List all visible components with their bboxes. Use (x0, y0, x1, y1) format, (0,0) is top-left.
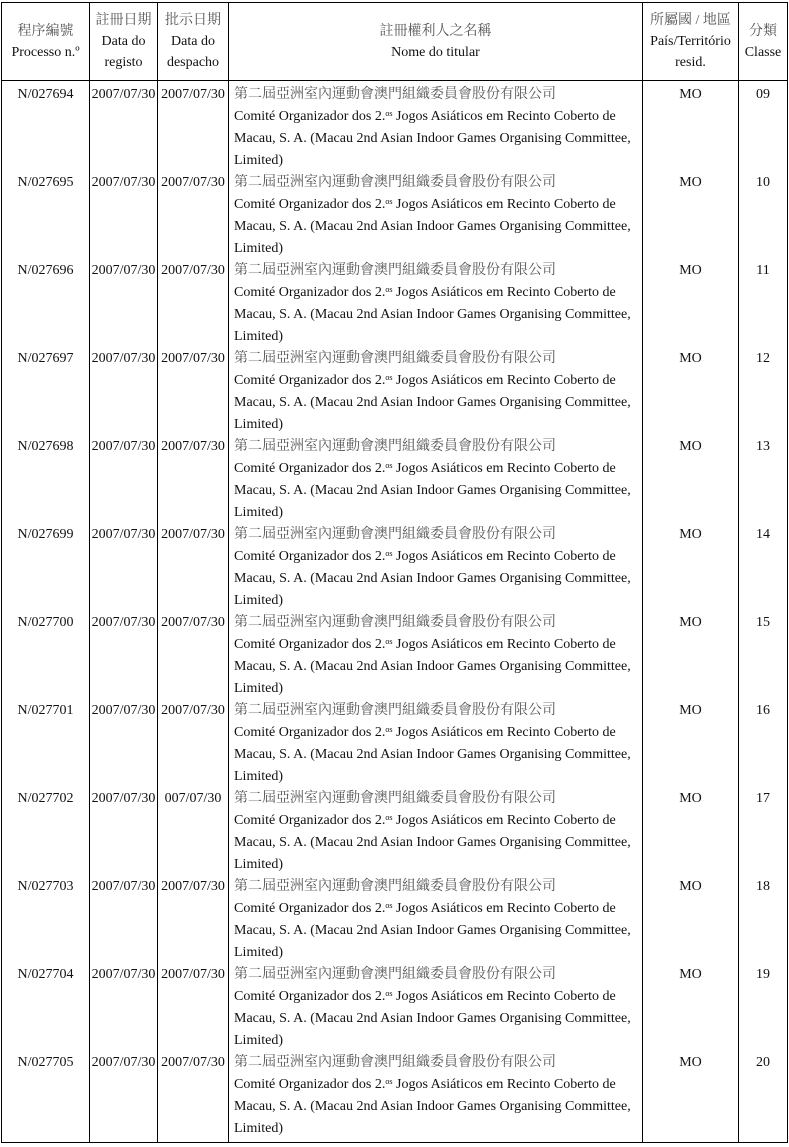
table-row (2, 172, 788, 260)
class-number: 11 (739, 260, 788, 348)
country-code: MO (643, 964, 739, 1052)
holder-name-pt-a: Comité Organizador dos 2. (234, 1077, 386, 1092)
holder-name-pt-a: Comité Organizador dos 2. (234, 901, 386, 916)
table-header-row (2, 3, 788, 81)
country-code: MO (643, 81, 739, 173)
holder-name-zh: 第二屆亞洲室內運動會澳門組織委員會股份有限公司 (234, 87, 556, 102)
header-process-pt: Processo n.º (11, 44, 80, 60)
holder-name (229, 700, 643, 788)
header-desp-pt1: Data do (171, 34, 215, 49)
registration-date: 2007/07/30 (90, 700, 158, 788)
table-row (2, 700, 788, 788)
process-number: N/027694 (2, 81, 90, 173)
dispatch-date: 2007/07/30 (158, 260, 229, 348)
dispatch-date: 2007/07/30 (158, 876, 229, 964)
registration-date: 2007/07/30 (90, 81, 158, 173)
holder-name-pt-b: Jogos Asiáticos em Recinto Coberto de Macau, S. A. (Macau 2nd Asian Indoor Games Organising Committee, Limited) (234, 197, 631, 256)
holder-name-pt-a: Comité Organizador dos 2. (234, 197, 386, 212)
class-number: 19 (739, 964, 788, 1052)
holder-name-zh: 第二屆亞洲室內運動會澳門組織委員會股份有限公司 (234, 879, 556, 894)
country-code: MO (643, 260, 739, 348)
holder-name-pt-a: Comité Organizador dos 2. (234, 813, 386, 828)
registration-date: 2007/07/30 (90, 524, 158, 612)
holder-name-pt-a: Comité Organizador dos 2. (234, 637, 386, 652)
country-code: MO (643, 524, 739, 612)
holder-name (229, 436, 643, 524)
process-number: N/027699 (2, 524, 90, 612)
header-class-pt: Classe (744, 44, 782, 60)
holder-name-pt-b: Jogos Asiáticos em Recinto Coberto de Macau, S. A. (Macau 2nd Asian Indoor Games Organising Committee, Limited) (234, 813, 631, 872)
header-reg-pt2: registo (104, 55, 143, 70)
holder-name-pt-sup: os (385, 109, 393, 118)
country-code: MO (643, 700, 739, 788)
registration-date: 2007/07/30 (90, 172, 158, 260)
holder-name-zh: 第二屆亞洲室內運動會澳門組織委員會股份有限公司 (234, 703, 556, 718)
holder-name (229, 788, 643, 876)
header-country-pt2: resid. (675, 55, 706, 70)
process-number: N/027697 (2, 348, 90, 436)
holder-name-pt-b: Jogos Asiáticos em Recinto Coberto de Macau, S. A. (Macau 2nd Asian Indoor Games Organising Committee, Limited) (234, 1077, 631, 1136)
table-row (2, 964, 788, 1052)
holder-name-pt-b: Jogos Asiáticos em Recinto Coberto de Macau, S. A. (Macau 2nd Asian Indoor Games Organising Committee, Limited) (234, 989, 631, 1048)
dispatch-date: 2007/07/30 (158, 964, 229, 1052)
country-code: MO (643, 172, 739, 260)
process-number: N/027695 (2, 172, 90, 260)
header-class (739, 3, 788, 81)
holder-name-pt-b: Jogos Asiáticos em Recinto Coberto de Macau, S. A. (Macau 2nd Asian Indoor Games Organising Committee, Limited) (234, 549, 631, 608)
trademark-registration-table (1, 2, 788, 1143)
class-number: 16 (739, 700, 788, 788)
holder-name-pt-a: Comité Organizador dos 2. (234, 549, 386, 564)
header-holder (229, 3, 643, 81)
holder-name-pt-b: Jogos Asiáticos em Recinto Coberto de Macau, S. A. (Macau 2nd Asian Indoor Games Organising Committee, Limited) (234, 461, 631, 520)
holder-name-zh: 第二屆亞洲室內運動會澳門組織委員會股份有限公司 (234, 967, 556, 982)
dispatch-date: 2007/07/30 (158, 81, 229, 173)
process-number: N/027700 (2, 612, 90, 700)
process-number: N/027702 (2, 788, 90, 876)
registration-date: 2007/07/30 (90, 1052, 158, 1143)
holder-name-zh: 第二屆亞洲室內運動會澳門組織委員會股份有限公司 (234, 351, 556, 366)
holder-name-pt-sup: os (385, 725, 393, 734)
header-desp-zh: 批示日期 (165, 13, 221, 28)
header-process-zh: 程序編號 (17, 23, 74, 39)
process-number: N/027703 (2, 876, 90, 964)
holder-name-zh: 第二屆亞洲室內運動會澳門組織委員會股份有限公司 (234, 175, 556, 190)
header-reg-pt1: Data do (101, 34, 146, 49)
holder-name-zh: 第二屆亞洲室內運動會澳門組織委員會股份有限公司 (234, 439, 556, 454)
holder-name (229, 876, 643, 964)
table-row (2, 524, 788, 612)
table-row (2, 612, 788, 700)
table-row (2, 876, 788, 964)
holder-name (229, 348, 643, 436)
header-desp-date (158, 3, 229, 81)
header-reg-date (90, 3, 158, 81)
class-number: 13 (739, 436, 788, 524)
holder-name-pt-b: Jogos Asiáticos em Recinto Coberto de Macau, S. A. (Macau 2nd Asian Indoor Games Organising Committee, Limited) (234, 109, 631, 168)
process-number: N/027696 (2, 260, 90, 348)
registration-date: 2007/07/30 (90, 348, 158, 436)
holder-name (229, 612, 643, 700)
header-reg-zh: 註冊日期 (95, 13, 152, 28)
registration-date: 2007/07/30 (90, 964, 158, 1052)
table-row (2, 788, 788, 876)
holder-name-pt-a: Comité Organizador dos 2. (234, 285, 386, 300)
holder-name-pt-a: Comité Organizador dos 2. (234, 725, 386, 740)
header-process (2, 3, 90, 81)
holder-name-pt-sup: os (385, 549, 393, 558)
registration-date: 2007/07/30 (90, 788, 158, 876)
dispatch-date: 2007/07/30 (158, 524, 229, 612)
holder-name-pt-b: Jogos Asiáticos em Recinto Coberto de Macau, S. A. (Macau 2nd Asian Indoor Games Organising Committee, Limited) (234, 901, 631, 960)
table-row (2, 81, 788, 173)
class-number: 10 (739, 172, 788, 260)
dispatch-date: 007/07/30 (158, 788, 229, 876)
holder-name-pt-a: Comité Organizador dos 2. (234, 461, 386, 476)
holder-name-zh: 第二屆亞洲室內運動會澳門組織委員會股份有限公司 (234, 263, 556, 278)
class-number: 15 (739, 612, 788, 700)
holder-name-pt-sup: os (385, 637, 393, 646)
dispatch-date: 2007/07/30 (158, 700, 229, 788)
dispatch-date: 2007/07/30 (158, 436, 229, 524)
holder-name-zh: 第二屆亞洲室內運動會澳門組織委員會股份有限公司 (234, 615, 556, 630)
registration-date: 2007/07/30 (90, 612, 158, 700)
registration-date: 2007/07/30 (90, 260, 158, 348)
holder-name-zh: 第二屆亞洲室內運動會澳門組織委員會股份有限公司 (234, 1055, 556, 1070)
country-code: MO (643, 1052, 739, 1143)
header-country-zh: 所屬國 / 地區 (650, 13, 731, 28)
holder-name (229, 260, 643, 348)
process-number: N/027705 (2, 1052, 90, 1143)
holder-name-pt-b: Jogos Asiáticos em Recinto Coberto de Macau, S. A. (Macau 2nd Asian Indoor Games Organising Committee, Limited) (234, 637, 631, 696)
holder-name (229, 172, 643, 260)
country-code: MO (643, 876, 739, 964)
country-code: MO (643, 788, 739, 876)
holder-name-pt-sup: os (385, 285, 393, 294)
header-holder-zh: 註冊權利人之名稱 (379, 23, 492, 39)
holder-name-pt-sup: os (385, 461, 393, 470)
process-number: N/027698 (2, 436, 90, 524)
dispatch-date: 2007/07/30 (158, 612, 229, 700)
table-row (2, 1052, 788, 1143)
holder-name-pt-sup: os (385, 901, 393, 910)
registration-date: 2007/07/30 (90, 436, 158, 524)
class-number: 09 (739, 81, 788, 173)
class-number: 12 (739, 348, 788, 436)
class-number: 20 (739, 1052, 788, 1143)
holder-name-zh: 第二屆亞洲室內運動會澳門組織委員會股份有限公司 (234, 791, 556, 806)
process-number: N/027701 (2, 700, 90, 788)
holder-name (229, 964, 643, 1052)
header-country-pt1: País/Território (650, 34, 731, 49)
process-number: N/027704 (2, 964, 90, 1052)
holder-name (229, 81, 643, 173)
holder-name-zh: 第二屆亞洲室內運動會澳門組織委員會股份有限公司 (234, 527, 556, 542)
holder-name-pt-sup: os (385, 989, 393, 998)
holder-name-pt-b: Jogos Asiáticos em Recinto Coberto de Macau, S. A. (Macau 2nd Asian Indoor Games Organising Committee, Limited) (234, 373, 631, 432)
registration-date: 2007/07/30 (90, 876, 158, 964)
header-country (643, 3, 739, 81)
class-number: 17 (739, 788, 788, 876)
dispatch-date: 2007/07/30 (158, 172, 229, 260)
holder-name (229, 524, 643, 612)
country-code: MO (643, 436, 739, 524)
holder-name-pt-sup: os (385, 373, 393, 382)
holder-name (229, 1052, 643, 1143)
table-row (2, 260, 788, 348)
header-holder-pt: Nome do titular (391, 44, 480, 60)
holder-name-pt-sup: os (385, 813, 393, 822)
dispatch-date: 2007/07/30 (158, 348, 229, 436)
country-code: MO (643, 348, 739, 436)
header-desp-pt2: despacho (166, 55, 220, 70)
dispatch-date: 2007/07/30 (158, 1052, 229, 1143)
holder-name-pt-sup: os (385, 197, 393, 206)
holder-name-pt-a: Comité Organizador dos 2. (234, 109, 386, 124)
class-number: 14 (739, 524, 788, 612)
table-row (2, 348, 788, 436)
holder-name-pt-a: Comité Organizador dos 2. (234, 373, 386, 388)
class-number: 18 (739, 876, 788, 964)
holder-name-pt-b: Jogos Asiáticos em Recinto Coberto de Macau, S. A. (Macau 2nd Asian Indoor Games Organising Committee, Limited) (234, 725, 631, 784)
header-class-zh: 分類 (749, 23, 777, 39)
country-code: MO (643, 612, 739, 700)
holder-name-pt-b: Jogos Asiáticos em Recinto Coberto de Macau, S. A. (Macau 2nd Asian Indoor Games Organising Committee, Limited) (234, 285, 631, 344)
holder-name-pt-a: Comité Organizador dos 2. (234, 989, 386, 1004)
holder-name-pt-sup: os (385, 1077, 393, 1086)
table-row (2, 436, 788, 524)
